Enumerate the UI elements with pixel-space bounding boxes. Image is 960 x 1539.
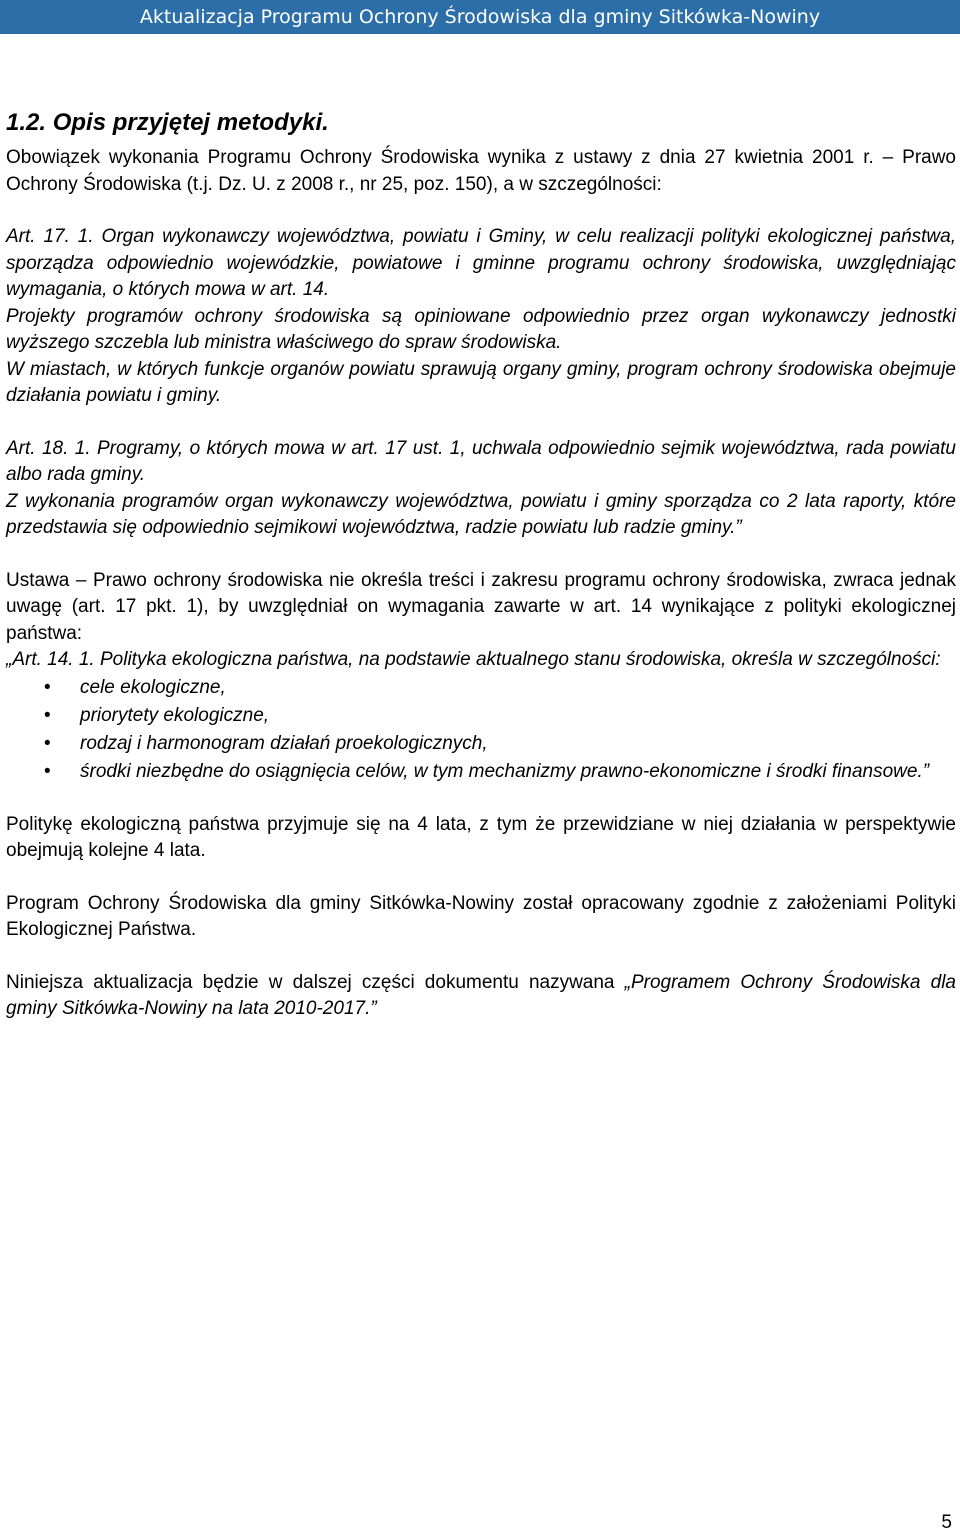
running-header: Aktualizacja Programu Ochrony Środowiska dla gminy Sitkówka-Nowiny — [0, 0, 960, 34]
art17-1-paragraph: Art. 17. 1. Organ wykonawczy województwa, powiatu i Gminy, w celu realizacji polityki ekologicznej państwa, sporządza odpowiednio wojewódzkie, powiatowe i gminne programu ochrony środowiska, uwzględniając wymagania, o których mowa w art. 14. — [6, 226, 956, 300]
art18-2-paragraph: Z wykonania programów organ wykonawczy województwa, powiatu i gminy sporządza co 2 lata raporty, które przedstawia się odpowiednio sejmikowi województwa, radzie powiatu lub radzie gminy.” — [6, 490, 956, 538]
ustawa-paragraph: Ustawa – Prawo ochrony środowiska nie określa treści i zakresu programu ochrony środowiska, zwraca jednak uwagę (art. 17 pkt. 1), by uwzględniał on wymagania zawarte w art. 14 wynikające z polityki ekologicznej państwa: — [6, 569, 956, 644]
section-heading: 1.2. Opis przyjętej metodyki. — [6, 109, 329, 136]
bullet-icon: • — [44, 760, 51, 782]
list-item: • rodzaj i harmonogram działań proekologicznych, — [6, 730, 956, 758]
niniejsza-paragraph: Niniejsza aktualizacja będzie w dalszej części dokumentu nazywana „Programem Ochrony Środowiska dla gminy Sitkówka-Nowiny na lata 2010-2017.” — [6, 971, 956, 1019]
art17-3-paragraph: W miastach, w których funkcje organów powiatu sprawują organy gminy, program ochrony środowiska obejmuje działania powiatu i gminy. — [6, 358, 956, 406]
list-item: • priorytety ekologiczne, — [6, 702, 956, 730]
art17-2-paragraph: Projekty programów ochrony środowiska są opiniowane odpowiednio przez organ wykonawczy jednostki wyższego szczebla lub ministra właściwego do spraw środowiska. — [6, 305, 956, 353]
art18-1-paragraph: Art. 18. 1. Programy, o których mowa w art. 17 ust. 1, uchwala odpowiednio sejmik województwa, rada powiatu albo rada gminy. — [6, 437, 956, 485]
intro-paragraph: Obowiązek wykonania Programu Ochrony Środowiska wynika z ustawy z dnia 27 kwietnia 2001 r. – Prawo Ochrony Środowiska (t.j. Dz. U. z 2008 r., nr 25, poz. 150), a w szczególności: — [6, 147, 956, 195]
page-number: 5 — [941, 1512, 952, 1533]
bullet-list — [6, 674, 956, 786]
polityka-paragraph: Politykę ekologiczną państwa przyjmuje się na 4 lata, z tym że przewidziane w niej działania w perspektywie obejmują kolejne 4 lata. — [6, 813, 956, 861]
document-body — [6, 108, 956, 1023]
bullet-icon: • — [44, 732, 51, 754]
list-item: • środki niezbędne do osiągnięcia celów, w tym mechanizmy prawno-ekonomiczne i środki finansowe.” — [6, 758, 956, 786]
bullet-icon: • — [44, 676, 51, 698]
program-paragraph: Program Ochrony Środowiska dla gminy Sitkówka-Nowiny został opracowany zgodnie z założeniami Polityki Ekologicznej Państwa. — [6, 892, 956, 940]
list-item: • cele ekologiczne, — [6, 674, 956, 702]
art14-paragraph: „Art. 14. 1. Polityka ekologiczna państwa, na podstawie aktualnego stanu środowiska, określa w szczególności: — [6, 649, 941, 670]
bullet-icon: • — [44, 704, 51, 726]
